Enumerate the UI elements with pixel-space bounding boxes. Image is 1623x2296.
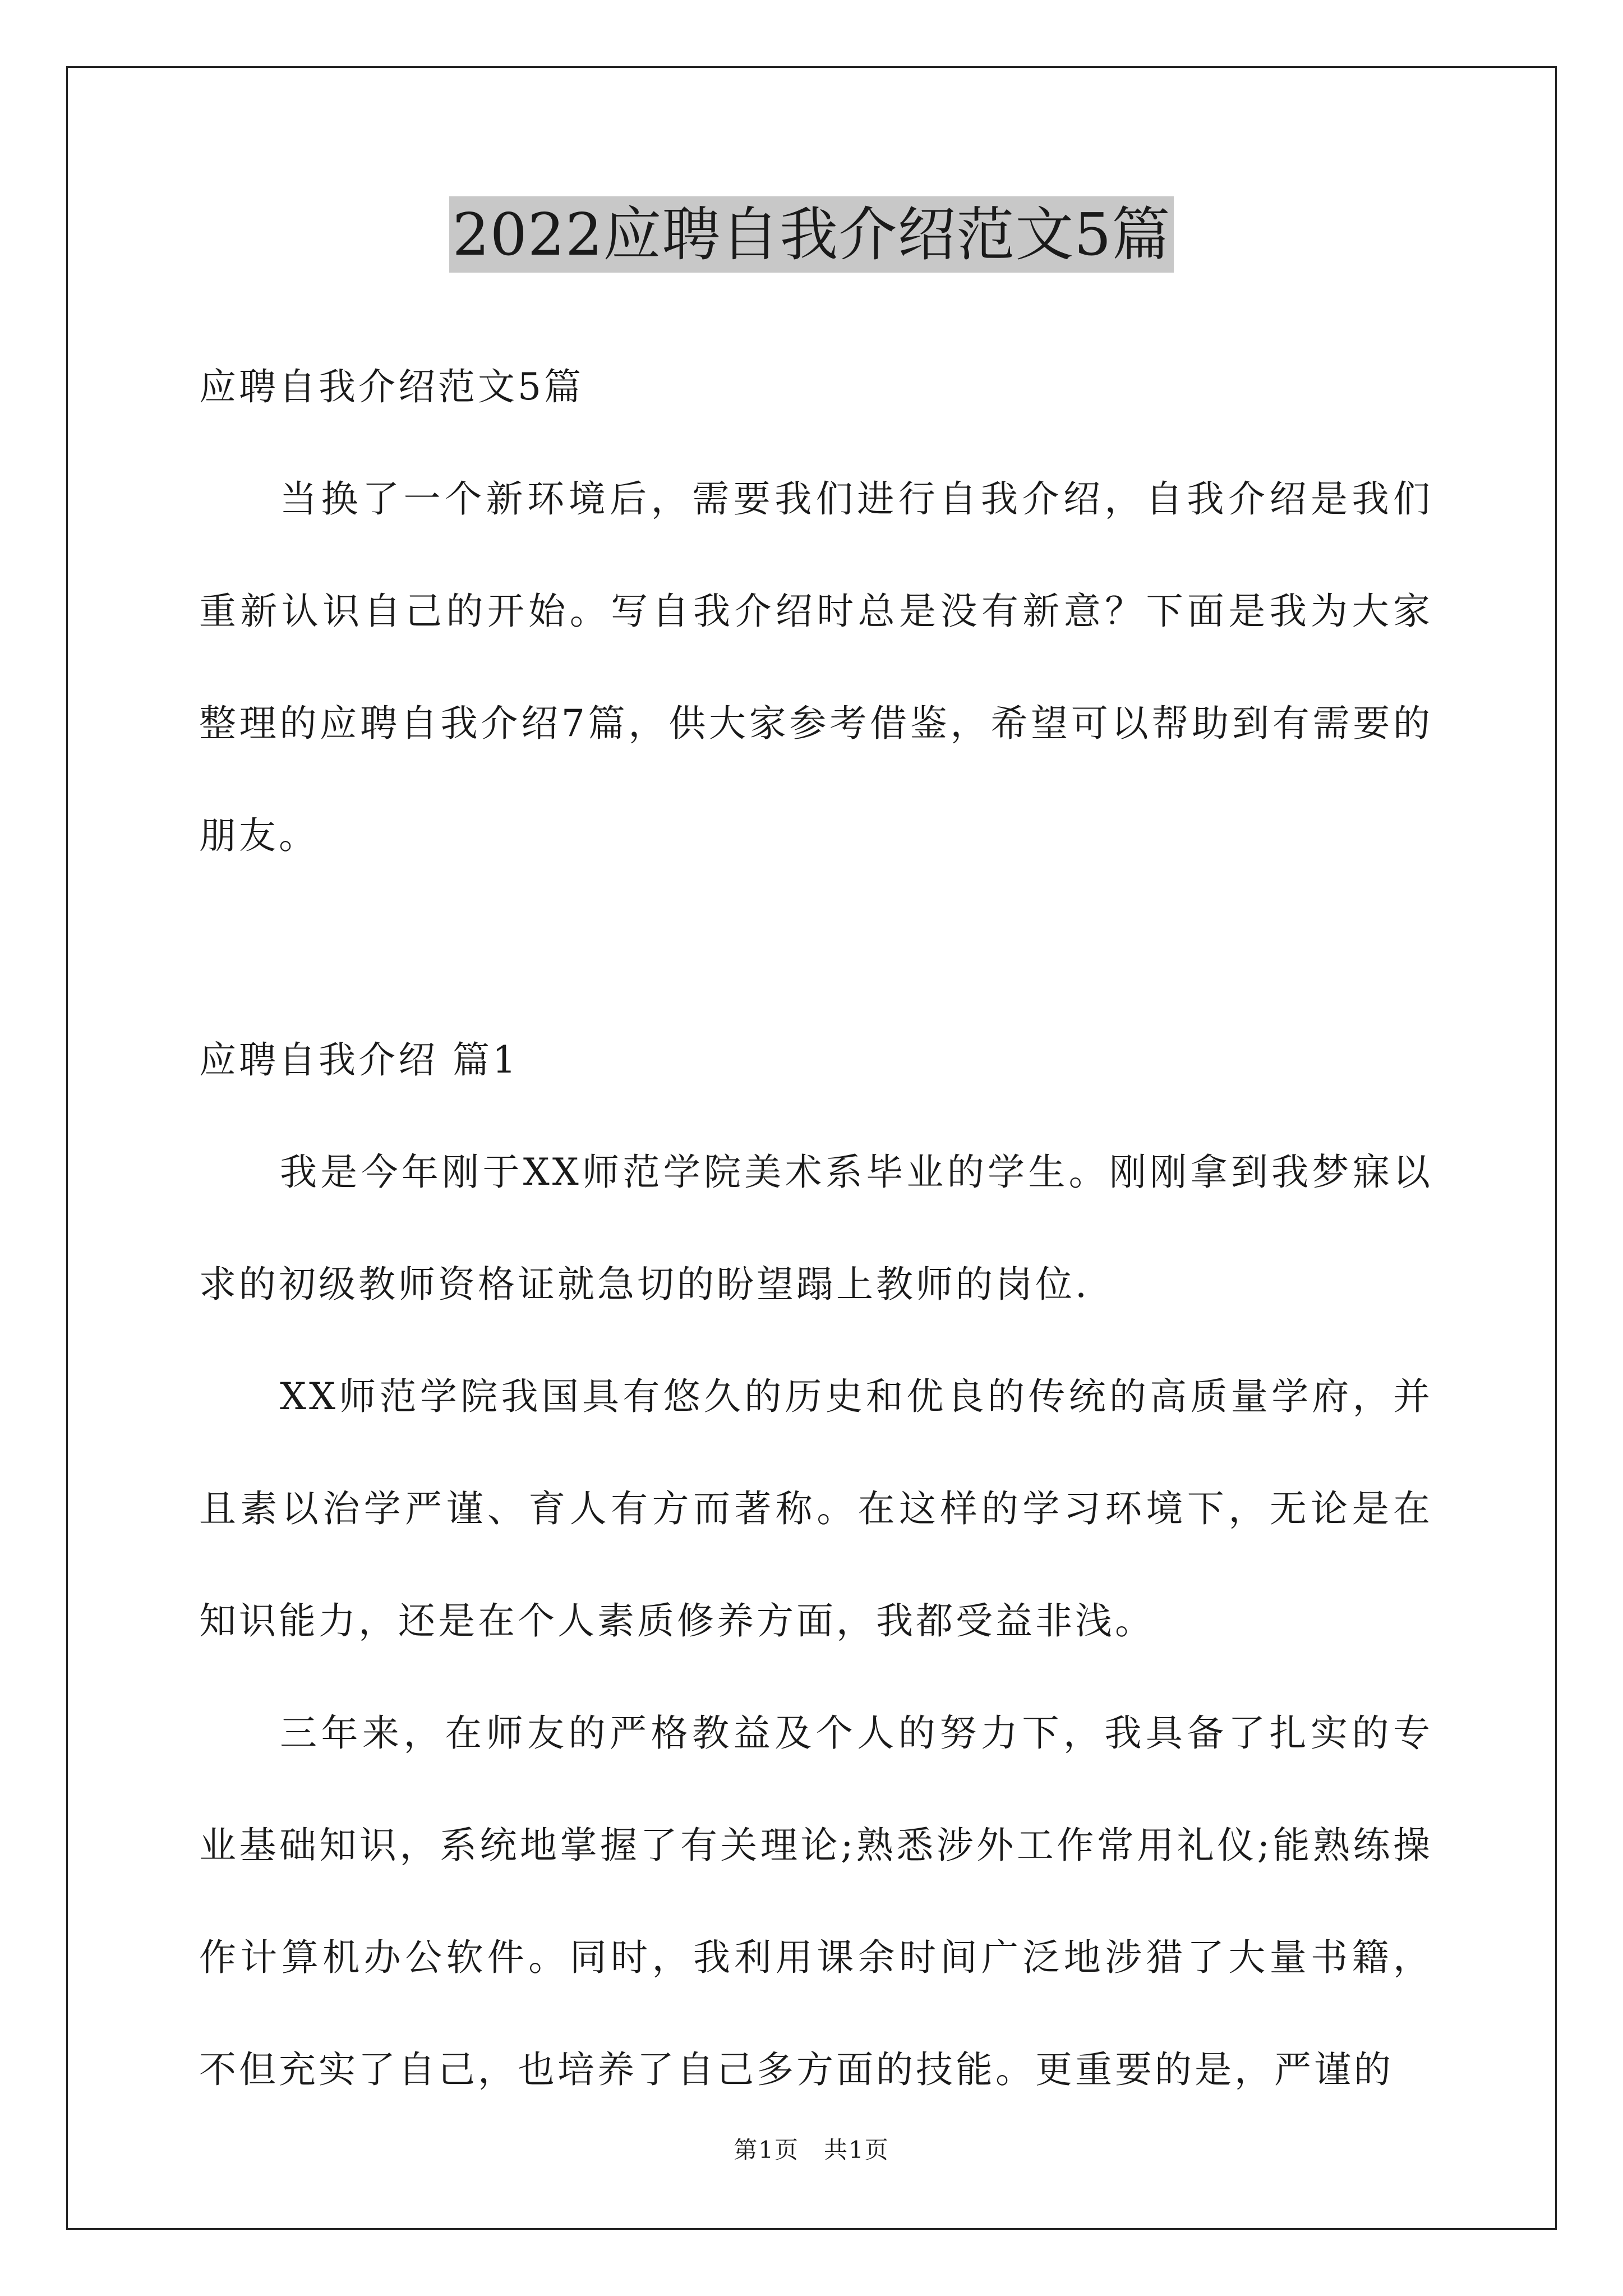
body-paragraph: 三年来，在师友的严格教益及个人的努力下，我具备了扎实的专业基础知识，系统地掌握了有关理论;熟悉涉外工作常用礼仪;能熟练操作计算机办公软件。同时，我利用课余时间广泛地涉猎了大量书籍，不但充实了自己，也培养了自己多方面的技能。更重要的是，严谨的 (199, 1711, 1433, 2091)
page-footer: 第1页 共1页 (734, 2136, 889, 2164)
intro-paragraph: 当换了一个新环境后，需要我们进行自我介绍，自我介绍是我们重新认识自己的开始。写自我介绍时总是没有新意？下面是我为大家整理的应聘自我介绍7篇，供大家参考借鉴，希望可以帮助到有需要的朋友。 (199, 477, 1433, 857)
title-container (0, 196, 1623, 273)
section-heading: 应聘自我介绍 篇1 (199, 1038, 519, 1082)
body-paragraph: XX师范学院我国具有悠久的历史和优良的传统的高质量学府，并且素以治学严谨、育人有方而著称。在这样的学习环境下，无论是在知识能力，还是在个人素质修养方面，我都受益非浅。 (199, 1375, 1433, 1642)
document-title: 2022应聘自我介绍范文5篇 (449, 196, 1174, 273)
document-body (199, 331, 1433, 2126)
body-paragraph: 我是今年刚于XX师范学院美术系毕业的学生。刚刚拿到我梦寐以求的初级教师资格证就急切的盼望蹋上教师的岗位. (199, 1151, 1433, 1306)
document-subtitle: 应聘自我介绍范文5篇 (199, 365, 584, 408)
